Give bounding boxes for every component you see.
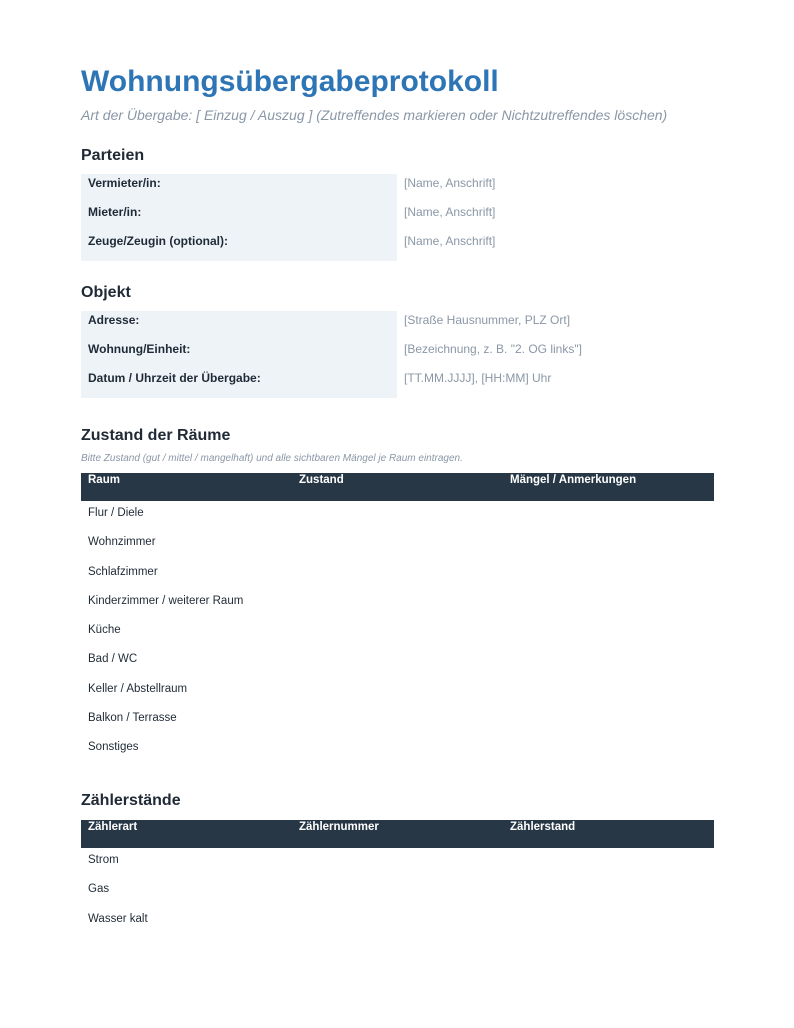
column-header-zustand: Zustand (299, 474, 344, 486)
field-label: Zeuge/Zeugin (optional): (88, 234, 228, 248)
room-name: Wohnzimmer (88, 536, 156, 549)
field-value-placeholder[interactable]: [TT.MM.JJJJ], [HH:MM] Uhr (404, 371, 552, 385)
parteien-table (81, 174, 714, 261)
table-row (81, 677, 714, 706)
table-row (81, 501, 714, 530)
meter-type: Gas (88, 883, 110, 896)
document-title: Wohnungsübergabeprotokoll (81, 65, 499, 98)
handover-type-subtitle: Art der Übergabe: [ Einzug / Auszug ] (Zutreffendes markieren oder Nichtzutreffendes löschen) (81, 107, 668, 123)
room-name: Schlafzimmer (88, 565, 158, 578)
room-name: Küche (88, 624, 121, 637)
field-value-placeholder[interactable]: [Straße Hausnummer, PLZ Ort] (404, 313, 571, 327)
objekt-table (81, 311, 714, 398)
table-row (81, 560, 714, 589)
section-zaehler (81, 791, 714, 936)
column-header-zaehlerart: Zählerart (88, 821, 138, 833)
room-name: Kinderzimmer / weiterer Raum (88, 594, 244, 607)
table-row (81, 232, 714, 261)
table-row (81, 618, 714, 647)
room-name: Bad / WC (88, 653, 138, 666)
table-row (81, 369, 714, 398)
room-name: Balkon / Terrasse (88, 712, 177, 725)
section-raeume (81, 426, 714, 765)
table-row (81, 647, 714, 676)
field-label: Wohnung/Einheit: (88, 342, 191, 356)
room-name: Keller / Abstellraum (88, 682, 188, 695)
field-value-placeholder[interactable]: [Bezeichnung, z. B. "2. OG links"] (404, 342, 582, 356)
column-header-maengel: Mängel / Anmerkungen (510, 474, 637, 486)
section-heading-zaehler: Zählerstände (81, 792, 181, 809)
instruction-note: Bitte Zustand (gut / mittel / mangelhaft) und alle sichtbaren Mängel je Raum eintragen. (81, 453, 463, 464)
field-label: Vermieter/in: (88, 176, 161, 190)
section-heading-parteien: Parteien (81, 147, 145, 164)
document-page (81, 64, 714, 925)
table-header (81, 473, 714, 501)
column-header-raum: Raum (88, 474, 120, 486)
field-value-placeholder[interactable]: [Name, Anschrift] (404, 234, 496, 248)
table-row (81, 706, 714, 735)
meter-type: Wasser kalt (88, 912, 148, 925)
table-row (81, 907, 714, 936)
section-objekt (81, 283, 714, 398)
section-heading-raeume: Zustand der Räume (81, 427, 231, 444)
field-value-placeholder[interactable]: [Name, Anschrift] (404, 205, 496, 219)
section-parteien (81, 146, 714, 261)
table-row (81, 340, 714, 369)
column-header-zaehlerstand: Zählerstand (510, 821, 576, 833)
table-row (81, 735, 714, 764)
column-header-zaehlernummer: Zählernummer (299, 821, 379, 833)
room-name: Flur / Diele (88, 507, 144, 519)
table-row (81, 311, 714, 340)
table-row (81, 203, 714, 232)
field-value-placeholder[interactable]: [Name, Anschrift] (404, 176, 496, 190)
table-row (81, 530, 714, 559)
room-name: Sonstiges (88, 741, 139, 754)
section-heading-objekt: Objekt (81, 284, 131, 301)
table-row (81, 174, 714, 203)
table-header (81, 820, 714, 848)
field-label: Mieter/in: (88, 205, 142, 219)
field-label: Adresse: (88, 313, 140, 327)
field-label: Datum / Uhrzeit der Übergabe: (88, 371, 261, 385)
meter-type: Strom (88, 854, 119, 866)
table-row (81, 848, 714, 877)
table-row (81, 589, 714, 618)
table-row (81, 877, 714, 906)
